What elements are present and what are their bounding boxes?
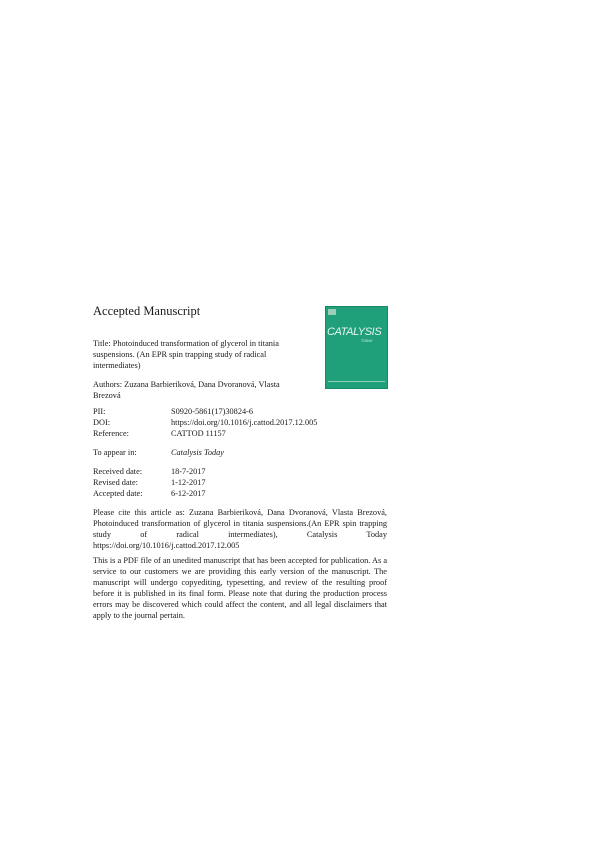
journal-cover-image <box>325 306 388 389</box>
page-heading: Accepted Manuscript <box>93 304 201 318</box>
article-title-block <box>93 338 305 371</box>
identifier-row <box>93 406 317 417</box>
revised-value: 1-12-2017 <box>171 478 206 487</box>
reference-value: CATTOD 11157 <box>171 429 226 438</box>
date-row <box>93 466 206 477</box>
accepted-label: Accepted date: <box>93 489 143 498</box>
article-title: Photoinduced transformation of glycerol in titania suspensions. (An EPR spin trapping study of radical intermediates) <box>93 339 279 370</box>
revised-label: Revised date: <box>93 478 138 487</box>
doi-link[interactable]: https://doi.org/10.1016/j.cattod.2017.12.005 <box>171 418 318 427</box>
received-label: Received date: <box>93 467 143 476</box>
date-row <box>93 488 206 499</box>
cover-header <box>328 309 385 312</box>
doi-label: DOI: <box>93 418 111 427</box>
notice-paragraph: This is a PDF file of an unedited manuscript that has been accepted for publication. As a service to our customers we are providing this early version of the manuscript. The manuscript will undergo copyediting, typesetting, and review of the resulting proof before it is published in its final form. Please note that during the production process errors may be discovered which could affect the content, and all legal disclaimers that apply to the journal pertain. <box>93 556 387 620</box>
authors-block <box>93 379 305 401</box>
identifiers-block <box>93 406 317 439</box>
reference-label: Reference: <box>93 429 129 438</box>
received-value: 18-7-2017 <box>171 467 206 476</box>
date-row <box>93 477 206 488</box>
identifier-row <box>93 417 317 428</box>
accepted-value: 6-12-2017 <box>171 489 206 498</box>
cover-journal-name: CATALYSIS <box>327 326 382 338</box>
journal-name: Catalysis Today <box>171 448 224 457</box>
appear-label: To appear in: <box>93 448 137 457</box>
pii-label: PII: <box>93 407 106 416</box>
dates-block <box>93 466 206 499</box>
pii-value: S0920-5861(17)30824-6 <box>171 407 254 416</box>
citation-paragraph: Please cite this article as: Zuzana Barbieriková, Dana Dvoranová, Vlasta Brezová, Photoinduced transformation of glycerol in titania suspensions.(An EPR spin trapping study of radical intermediates), Catalysis Today https://doi.org/10.1016/j.cattod.2017.12.005 <box>93 508 387 550</box>
title-label: Title: <box>93 339 111 348</box>
identifier-row <box>93 428 317 439</box>
authors-label: Authors: <box>93 380 123 389</box>
cover-journal-subtitle: TODAY <box>361 339 373 343</box>
authors-list: Zuzana Barbieriková, Dana Dvoranová, Vlasta Brezová <box>93 380 280 400</box>
cover-footer-rule <box>328 381 385 385</box>
appear-row <box>93 447 224 458</box>
appear-in-block <box>93 447 224 458</box>
